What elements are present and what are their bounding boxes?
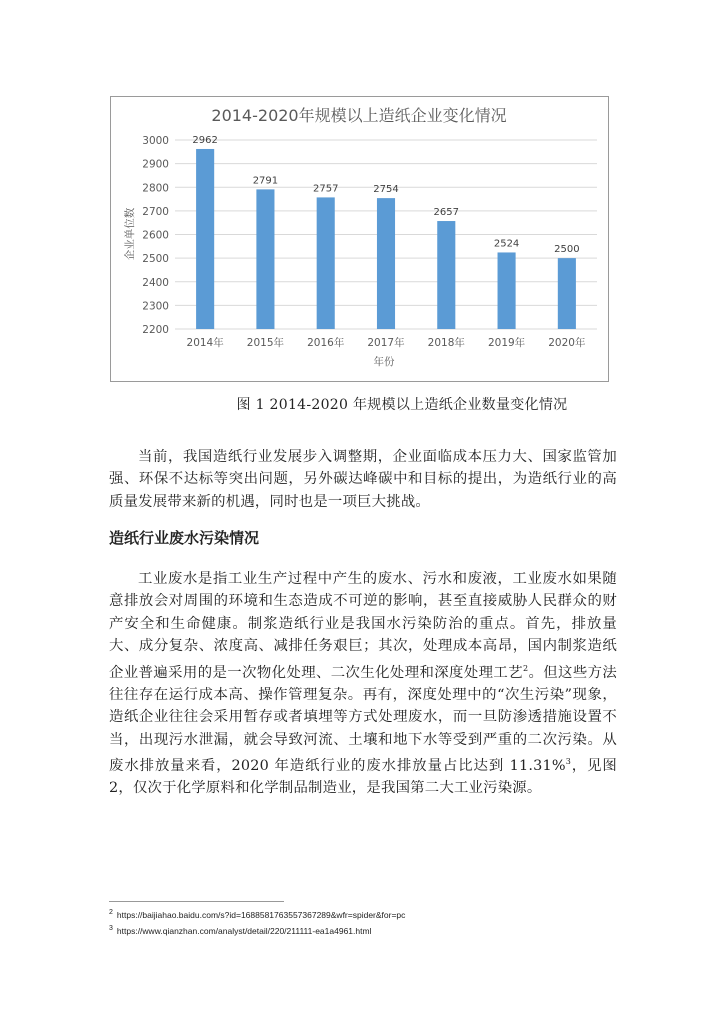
bar [256, 189, 274, 329]
y-tick-label: 2300 [142, 300, 169, 313]
bar-value-label: 2757 [312, 183, 339, 195]
y-tick-label: 2700 [142, 205, 169, 218]
bar-value-label: 2791 [252, 175, 279, 187]
bar-chart [110, 96, 609, 382]
footnote-divider [109, 901, 284, 902]
bar-value-label: 2962 [192, 134, 218, 146]
x-tick-label: 2020年 [548, 337, 586, 349]
paragraph-text: ，见图 2，仅次于化学原料和化学制品制造业，是我国第二大工业污染源。 [109, 757, 617, 797]
x-axis-label: 年份 [373, 356, 395, 368]
footnote-link[interactable]: https://www.qianzhan.com/analyst/detail/220/211111-ea1a4961.html [116, 925, 372, 936]
y-tick-label: 2400 [142, 276, 169, 289]
chart-svg [111, 97, 608, 381]
bar-value-label: 2500 [554, 244, 580, 256]
footnote-ref[interactable]: 3 [565, 757, 572, 767]
paragraph-wastewater [109, 568, 617, 800]
paragraph-intro: 当前，我国造纸行业发展步入调整期，企业面临成本压力大、国家监管加强、环保不达标等突出问题，另外碳达峰碳中和目标的提出，为造纸行业的高质量发展带来新的机遇，同时也是一项巨大挑战。 [109, 449, 617, 510]
footnote-item [109, 906, 405, 922]
y-tick-label: 2800 [142, 182, 169, 195]
paragraph-text: 工业废水是指工业生产过程中产生的废水、污水和废液，工业废水如果随意排放会对周围的环境和生态造成不可逆的影响，甚至直接威胁人民群众的财产安全和生命健康。制浆造纸行业是我国水污染防治的重点。首先，排放量大、成分复杂、浓度高、减排任务艰巨；其次，处理成本高昂，国内制浆造纸企业普遍采用的是一次物化处理、二次生化处理和深度处理工艺 [109, 571, 617, 681]
x-tick-label: 2014年 [186, 337, 224, 349]
section-heading: 造纸行业废水污染情况 [109, 529, 260, 547]
chart-title: 2014-2020年规模以上造纸企业变化情况 [211, 106, 507, 125]
y-tick-label: 3000 [142, 135, 169, 147]
bar-value-label: 2754 [373, 184, 399, 196]
footnote-item [109, 922, 405, 938]
x-tick-label: 2017年 [367, 337, 405, 349]
x-tick-label: 2018年 [427, 337, 465, 349]
bar [317, 197, 335, 329]
y-tick-label: 2200 [142, 324, 169, 336]
figure-caption: 图 1 2014-2020 年规模以上造纸企业数量变化情况 [236, 397, 568, 413]
bar-value-label: 2524 [493, 238, 520, 250]
y-tick-label: 2900 [142, 158, 169, 171]
bar [437, 221, 455, 329]
y-tick-label: 2600 [142, 229, 169, 242]
bar [377, 198, 395, 329]
bar [498, 252, 516, 329]
x-tick-label: 2019年 [487, 337, 526, 349]
footnotes [109, 906, 405, 938]
x-tick-label: 2016年 [307, 337, 345, 349]
y-axis-label: 企业单位数 [124, 207, 136, 261]
bar-value-label: 2657 [433, 207, 460, 219]
bar [196, 149, 214, 329]
x-tick-label: 2015年 [246, 337, 285, 349]
footnote-number: 3 [109, 924, 113, 932]
footnote-number: 2 [109, 909, 113, 916]
paragraph-text: 。但这些方法往往存在运行成本高、操作管理复杂。再有，深度处理中的“次生污染”现象，造纸企业往往会采用暂存或者填埋等方式处理废水，而一旦防渗透措施设置不当，出现污水泄漏，就会导致河流、土壤和地下水等受到严重的二次污染。从废水排放量来看，2020 年造纸行业的废水排放量占比达到 11.31% [109, 664, 617, 774]
footnote-link[interactable]: https://baijiahao.baidu.com/s?id=1688581763557367289&wfr=spider&for=pc [116, 909, 406, 920]
y-tick-label: 2500 [142, 253, 169, 266]
bar [558, 258, 576, 329]
footnote-ref[interactable]: 2 [522, 663, 529, 673]
